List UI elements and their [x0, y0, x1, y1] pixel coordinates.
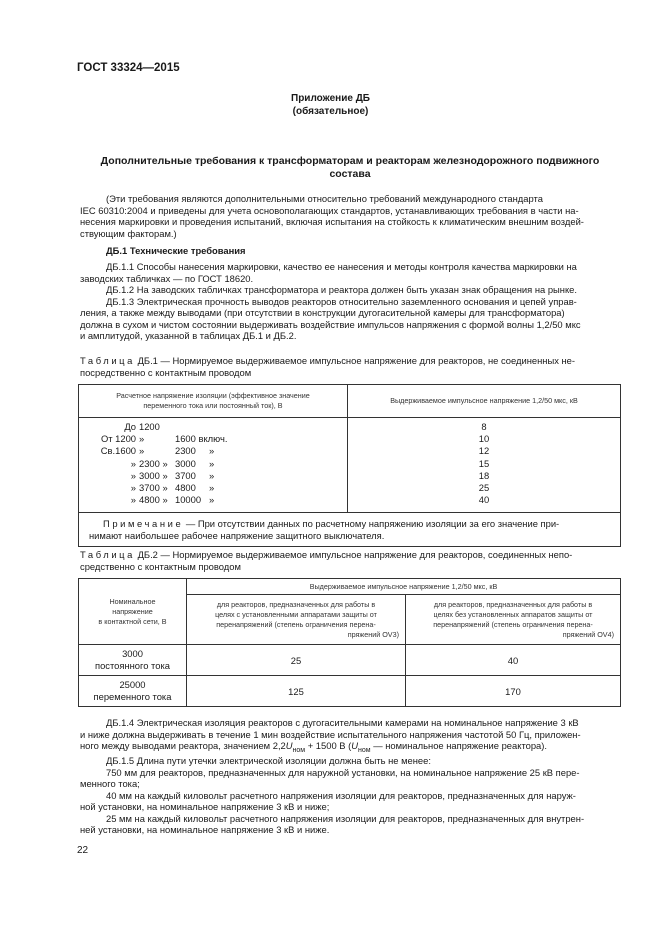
impulse-value: 40	[478, 494, 490, 506]
subscript-nom: ном	[292, 746, 306, 754]
range-part: 4800 »	[139, 494, 168, 506]
header-line: пряжений OV3)	[347, 629, 399, 639]
clause-db12: ДБ.1.2 На заводских табличках трансформатора и реактора должен быть указан знак обращения на рынке.	[106, 284, 577, 295]
clause-line: ной установки, на номинальное напряжение 3 кВ и ниже;	[80, 801, 330, 812]
range-part: 10000	[175, 494, 202, 506]
caption-text: ДБ.2 — Нормируемое выдерживаемое импульсное напряжение для реакторов, соединенных непо-	[137, 549, 573, 560]
voltage-cell	[79, 645, 187, 676]
table1-note	[79, 513, 621, 547]
range-part: 1200	[139, 421, 160, 432]
ov3-value: 125	[187, 676, 406, 707]
header-line: перенапряжений (степень ограничения перена-	[216, 619, 376, 629]
range-part: »	[209, 482, 215, 493]
intro-line: ствующим факторам.)	[80, 227, 177, 239]
clause-line: заводских табличках — по ГОСТ 18620.	[80, 272, 254, 284]
clause-line: ления, а также между выводами (при отсутствии в конструкции дугогасительной камеры для трансформатора)	[80, 307, 565, 318]
header-line: для реакторов, предназначенных для работы в	[216, 599, 376, 609]
table-label: Таблица	[80, 355, 135, 366]
range-part: 2300 »	[139, 457, 168, 469]
header-line: перенапряжений (степень ограничения перена-	[433, 619, 593, 629]
range-part: »	[130, 457, 136, 469]
clause-db11	[80, 261, 620, 342]
clause-line: 40 мм на каждый киловольт расчетного напряжения изоляции для реакторов, предназначенных для наруж-	[106, 789, 576, 801]
table-row	[79, 676, 621, 707]
range-part: »	[130, 494, 136, 506]
current-kind: постоянного тока	[95, 660, 170, 671]
range-part: Св.1600	[100, 445, 136, 457]
appendix-status: (обязательное)	[292, 106, 369, 117]
impulse-value: 12	[478, 445, 490, 457]
table1-col2-header: Выдерживаемое импульсное напряжение 1,2/50 мкс, кВ	[348, 385, 621, 418]
header-line: Номинальное	[109, 596, 156, 606]
note-text: — При отсутствии данных по расчетному напряжению изоляции за его значение при-	[185, 517, 560, 529]
range-part: 4800	[175, 482, 196, 493]
clause-line: ДБ.1.3 Электрическая прочность выводов реакторов относительно заземленного основания и цепей управ-	[106, 295, 577, 307]
range-part: 1600 включ.	[175, 433, 228, 445]
document-title	[80, 155, 620, 181]
range-part: »	[209, 494, 215, 506]
symbol-u: U	[285, 740, 293, 751]
subscript-nom: ном	[358, 746, 371, 754]
clause-line: ДБ.1.5 Длина пути утечки электрической изоляции должна быть не менее:	[106, 755, 431, 766]
header-line: целях без установленных аппаратов защиты от	[433, 609, 593, 619]
intro-line: IEC 60310:2004 и приведены для учета основополагающих стандартов, устанавливающих требования в части на-	[80, 204, 579, 216]
symbol-u: U	[351, 740, 359, 751]
range-part: »	[130, 482, 136, 493]
clause-line: 750 мм для реакторов, предназначенных для наружной установки, на номинальное напряжение 25 кВ пере-	[106, 766, 580, 778]
impulse-value: 15	[478, 457, 490, 469]
voltage-cell	[79, 676, 187, 707]
range-part: До	[124, 421, 136, 432]
header-line: для реакторов, предназначенных для работы в	[433, 599, 593, 609]
range-part: 3700	[175, 469, 196, 481]
table-row	[79, 645, 621, 676]
intro-paragraph	[80, 193, 620, 239]
impulse-value: 10	[478, 433, 490, 445]
text-fragment: — номинальное напряжение реактора).	[370, 740, 547, 751]
clause-db14	[80, 717, 620, 756]
note-label: Примечание	[103, 517, 184, 529]
clause-line: ней установки, на номинальное напряжение 3 кВ и ниже.	[80, 824, 330, 835]
current-kind: переменного тока	[93, 691, 172, 702]
table2-col-ov4	[406, 595, 621, 645]
header-line: Расчетное напряжение изоляции (эффективное значение	[116, 391, 310, 400]
text-fragment: ного между выводами реактора, значением 2,2	[80, 740, 286, 751]
ov4-value: 40	[406, 645, 621, 676]
range-part: »	[209, 445, 215, 457]
range-part: »	[209, 457, 215, 469]
caption-text: ДБ.1 — Нормируемое выдерживаемое импульсное напряжение для реакторов, не соединенных не-	[137, 355, 576, 366]
title-line: состава	[329, 168, 371, 180]
range-part: »	[130, 469, 136, 481]
header-line: в контактной сети, В	[98, 616, 167, 626]
impulse-value: 8	[481, 421, 487, 432]
range-part: »	[209, 469, 215, 481]
range-part: 3000	[175, 457, 196, 469]
header-line: напряжение	[112, 606, 153, 616]
table-db2	[78, 578, 621, 707]
table-label: Таблица	[80, 549, 135, 560]
note-text: нимают наибольшее рабочее напряжение защитного выключателя.	[89, 529, 385, 541]
voltage-value: 25000	[119, 679, 146, 690]
impulse-value: 25	[478, 482, 490, 494]
caption-text: посредственно с контактным проводом	[80, 366, 252, 378]
standard-number: ГОСТ 33324—2015	[77, 62, 180, 74]
table2-group-header: Выдерживаемое импульсное напряжение 1,2/50 мкс, кВ	[187, 579, 621, 595]
impulse-value-list	[348, 421, 620, 506]
clause-line: ДБ.1.4 Электрическая изоляция реакторов с дугогасительными камерами на номинальное напряжение 3 кВ	[106, 717, 579, 728]
ov4-value: 170	[406, 676, 621, 707]
table2-row-header	[79, 579, 187, 645]
table1-col1-header	[79, 385, 348, 418]
appendix-title: Приложение ДБ	[291, 93, 370, 104]
range-part: От 1200	[100, 433, 136, 445]
clause-line: должна в сухом и чистом состоянии выдерживать воздействие импульсов напряжения с формой волны 1,2/50 мкс	[80, 318, 581, 330]
text-fragment: + 1500 В (	[305, 740, 352, 751]
intro-line: несения маркировки и проведения испытаний, включая испытания на стойкость к климатическим внешним воздей-	[80, 216, 584, 227]
header-line: целях с установленными аппаратами защиты от	[215, 609, 377, 619]
clause-line: и амплитудой, указанной в таблицах ДБ.1 и ДБ.2.	[80, 330, 297, 341]
voltage-range-cell	[79, 418, 348, 513]
clause-line	[80, 740, 620, 756]
title-line: Дополнительные требования к трансформаторам и реакторам железнодорожного подвижного	[100, 155, 600, 167]
caption-text: средственно с контактным проводом	[80, 560, 241, 572]
impulse-value-cell	[348, 418, 621, 513]
ov3-value: 25	[187, 645, 406, 676]
table2-caption	[80, 549, 620, 572]
table-db1	[78, 384, 621, 547]
clause-line: ДБ.1.1 Способы нанесения маркировки, качество ее нанесения и методы контроля качества маркировки на	[106, 261, 577, 272]
intro-line: (Эти требования являются дополнительными относительно требований международного стандарта	[106, 193, 543, 204]
section-heading: ДБ.1 Технические требования	[106, 245, 246, 256]
range-part: 3000 »	[139, 469, 168, 481]
voltage-value: 3000	[122, 648, 143, 659]
impulse-value: 18	[478, 469, 490, 481]
range-part: 2300	[175, 445, 196, 457]
clause-db15	[80, 755, 620, 836]
range-part: »	[139, 433, 145, 445]
page-number: 22	[77, 845, 89, 856]
clause-line: менного тока;	[80, 778, 140, 789]
table2-col-ov3	[187, 595, 406, 645]
voltage-range-list	[79, 421, 347, 509]
table1-caption	[80, 355, 620, 378]
header-line: пряжений OV4)	[562, 629, 614, 639]
clause-line: 25 мм на каждый киловольт расчетного напряжения изоляции для реакторов, предназначенных для внутрен-	[106, 812, 585, 824]
header-line: переменного тока или постоянный ток), В	[143, 401, 283, 410]
range-part: »	[139, 445, 145, 457]
range-part: 3700 »	[139, 482, 168, 493]
clause-line: и ниже должна выдерживать в течение 1 мин воздействие испытательного напряжения частотой 50 Гц, приложен-	[80, 728, 581, 740]
